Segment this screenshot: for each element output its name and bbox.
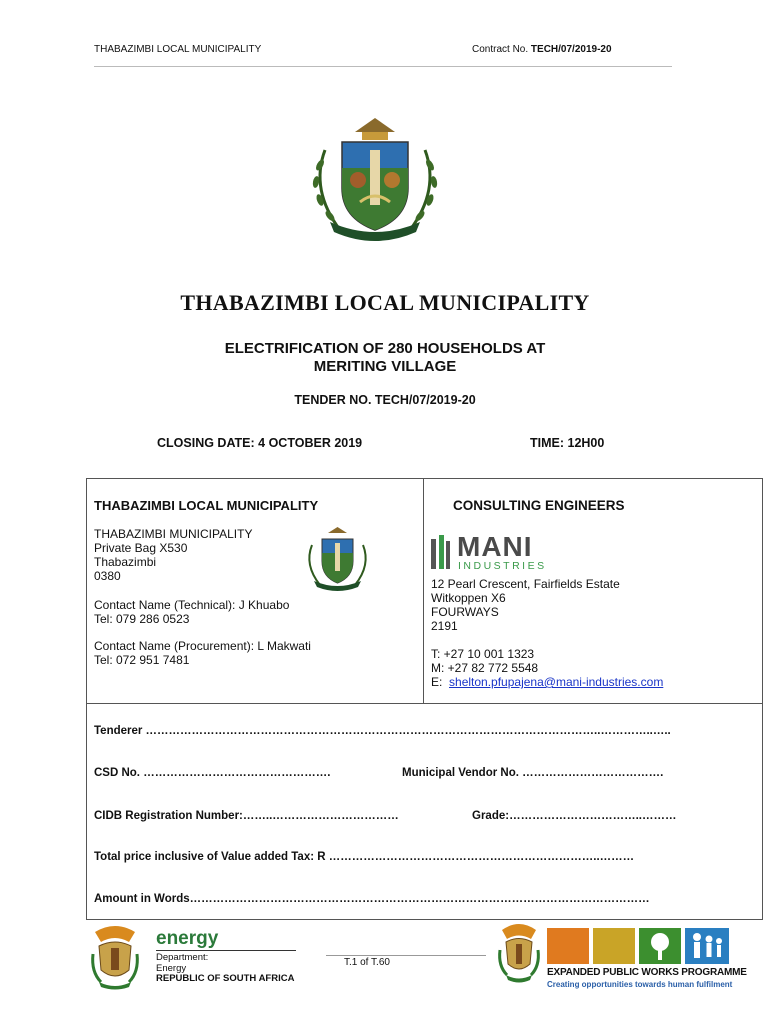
municipality-heading: THABAZIMBI LOCAL MUNICIPALITY (94, 498, 319, 513)
municipality-address: THABAZIMBI MUNICIPALITY Private Bag X530 Thabazimbi 0380 (94, 527, 253, 583)
tender-number: TENDER NO. TECH/07/2019-20 (294, 393, 476, 407)
footer-rule (326, 955, 486, 956)
rsa-coat-of-arms-icon-2 (494, 922, 544, 984)
engineers-contacts: T: +27 10 001 1323 M: +27 82 772 5548 E: shelton.pfupajena@mani-industries.com (431, 647, 664, 689)
mani-industries-logo (431, 533, 571, 573)
page-number: T.1 of T.60 (344, 957, 390, 968)
people-icon (685, 928, 729, 964)
closing-date: CLOSING DATE: 4 OCTOBER 2019 (157, 436, 363, 450)
grade-field[interactable]: Grade:……………………………..……… (472, 810, 677, 822)
project-title-line1: ELECTRIFICATION OF 280 HOUSEHOLDS AT (224, 340, 546, 357)
amount-in-words-field[interactable]: Amount in Words………………………………………………………………………………………………………… (94, 893, 650, 905)
cidb-registration-field[interactable]: CIDB Registration Number:……..…………………………… (94, 810, 399, 822)
tenderer-field[interactable]: Tenderer ………………………………………………………………………………………………………..…………..….. (94, 725, 671, 737)
csd-number-field[interactable]: CSD No. …………………………………………. (94, 767, 331, 779)
project-title-line2: MERITING VILLAGE (313, 358, 457, 375)
vendor-number-field[interactable]: Municipal Vendor No. ………………………………. (402, 767, 664, 779)
epwp-tagline: Creating opportunities towards human fulfilment (547, 980, 733, 989)
closing-time: TIME: 12H00 (530, 436, 605, 450)
rsa-coat-of-arms-icon (85, 924, 145, 990)
logo-word: MANI (457, 531, 533, 562)
box-divider-vertical (423, 478, 424, 703)
tree-icon (639, 928, 681, 964)
document-title: THABAZIMBI LOCAL MUNICIPALITY (180, 290, 590, 315)
total-price-field[interactable]: Total price inclusive of Value added Tax: R ……………………………………………………………..……… (94, 851, 635, 863)
box-divider-horizontal (86, 703, 763, 704)
engineers-email-link[interactable]: shelton.pfupajena@mani-industries.com (449, 675, 664, 689)
epwp-tiles (547, 928, 729, 964)
municipality-crest-icon (300, 525, 375, 593)
department-energy: Department: Energy REPUBLIC OF SOUTH AFRICA (156, 952, 295, 984)
energy-rule (156, 950, 296, 951)
mani-bars-icon (431, 535, 451, 573)
procurement-contact: Contact Name (Procurement): L Makwati Tel: 072 951 7481 (94, 639, 311, 667)
energy-wordmark: energy (156, 928, 219, 949)
trowel-icon (547, 928, 589, 964)
header-contract: Contract No. TECH/07/2019-20 (472, 44, 612, 55)
technical-contact: Contact Name (Technical): J Khuabo Tel: 079 286 0523 (94, 598, 290, 626)
engineers-heading: CONSULTING ENGINEERS (453, 498, 625, 513)
engineers-address: 12 Pearl Crescent, Fairfields Estate Witkoppen X6 FOURWAYS 2191 (431, 577, 620, 633)
epwp-title: EXPANDED PUBLIC WORKS PROGRAMME (547, 967, 747, 978)
header-municipality: THABAZIMBI LOCAL MUNICIPALITY (94, 44, 262, 55)
gear-icon (593, 928, 635, 964)
header-rule (94, 66, 672, 67)
coat-of-arms-emblem (300, 110, 450, 250)
logo-sub: INDUSTRIES (458, 560, 547, 572)
